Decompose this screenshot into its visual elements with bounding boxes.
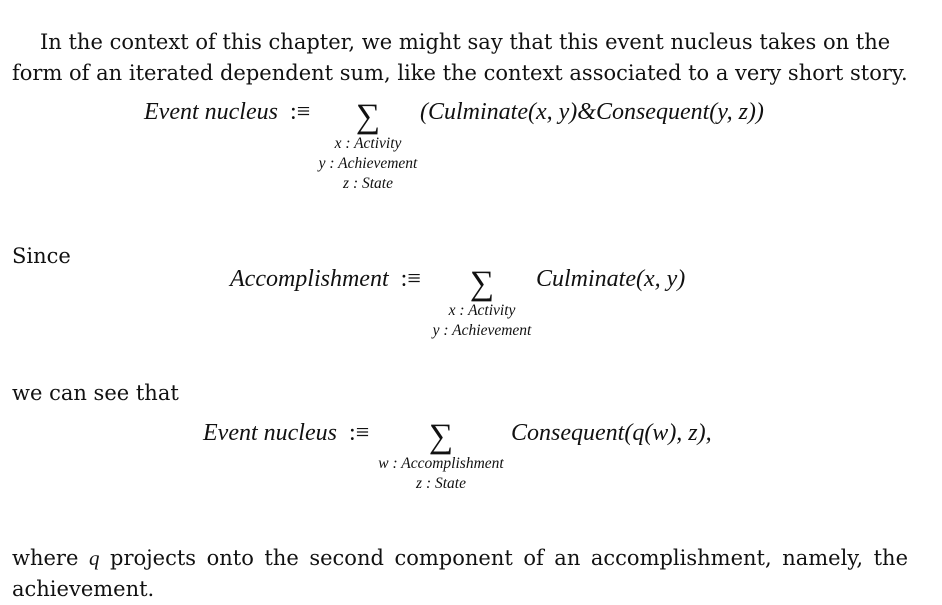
eq1-sum [310, 100, 426, 194]
paragraph-see-that: we can see that [12, 381, 179, 405]
eq2-lhs: Accomplishment [230, 266, 389, 292]
equation-event-nucleus-2 [203, 420, 369, 447]
eq2-sub-0: x : Activity [448, 302, 516, 319]
eq2-defined-as: :≡ [400, 266, 421, 292]
eq2-sum [424, 267, 540, 341]
eq3-sum [370, 420, 512, 494]
eq2-body: Culminate(x, y) [536, 266, 686, 292]
equation-accomplishment [230, 266, 421, 293]
eq1-body: (Culminate(x, y)&Consequent(y, z)) [420, 99, 764, 125]
paragraph-since: Since [12, 244, 71, 268]
eq3-body: Consequent(q(w), z), [511, 420, 712, 446]
conclusion-post: projects onto the second component of an accomplishment, namely, the achievement. [12, 546, 908, 601]
eq3-sub-0: w : Accomplishment [378, 455, 504, 472]
paragraph-intro: In the context of this chapter, we might say that this event nucleus takes on the form of an iterated dependent sum, like the context associated to a very short story. [12, 30, 908, 85]
eq2-sub-1: y : Achievement [432, 322, 532, 339]
eq1-sub-1: y : Achievement [318, 155, 418, 172]
equation-event-nucleus-1 [144, 99, 310, 126]
eq1-lhs: Event nucleus [144, 99, 278, 125]
conclusion-pre: where [12, 546, 89, 570]
eq3-sigma-symbol: ∑ [428, 418, 454, 455]
eq1-sub-0: x : Activity [334, 135, 402, 152]
eq3-defined-as: :≡ [348, 420, 370, 446]
eq3-lhs: Event nucleus [203, 420, 337, 446]
conclusion-variable-q: q [88, 546, 100, 570]
eq1-sigma-symbol: ∑ [355, 98, 381, 135]
paragraph-conclusion [12, 543, 908, 605]
eq1-defined-as: :≡ [289, 99, 311, 125]
eq3-sub-1: z : State [416, 475, 466, 492]
eq2-sigma-symbol: ∑ [469, 265, 495, 302]
eq1-sub-2: z : State [343, 175, 393, 192]
